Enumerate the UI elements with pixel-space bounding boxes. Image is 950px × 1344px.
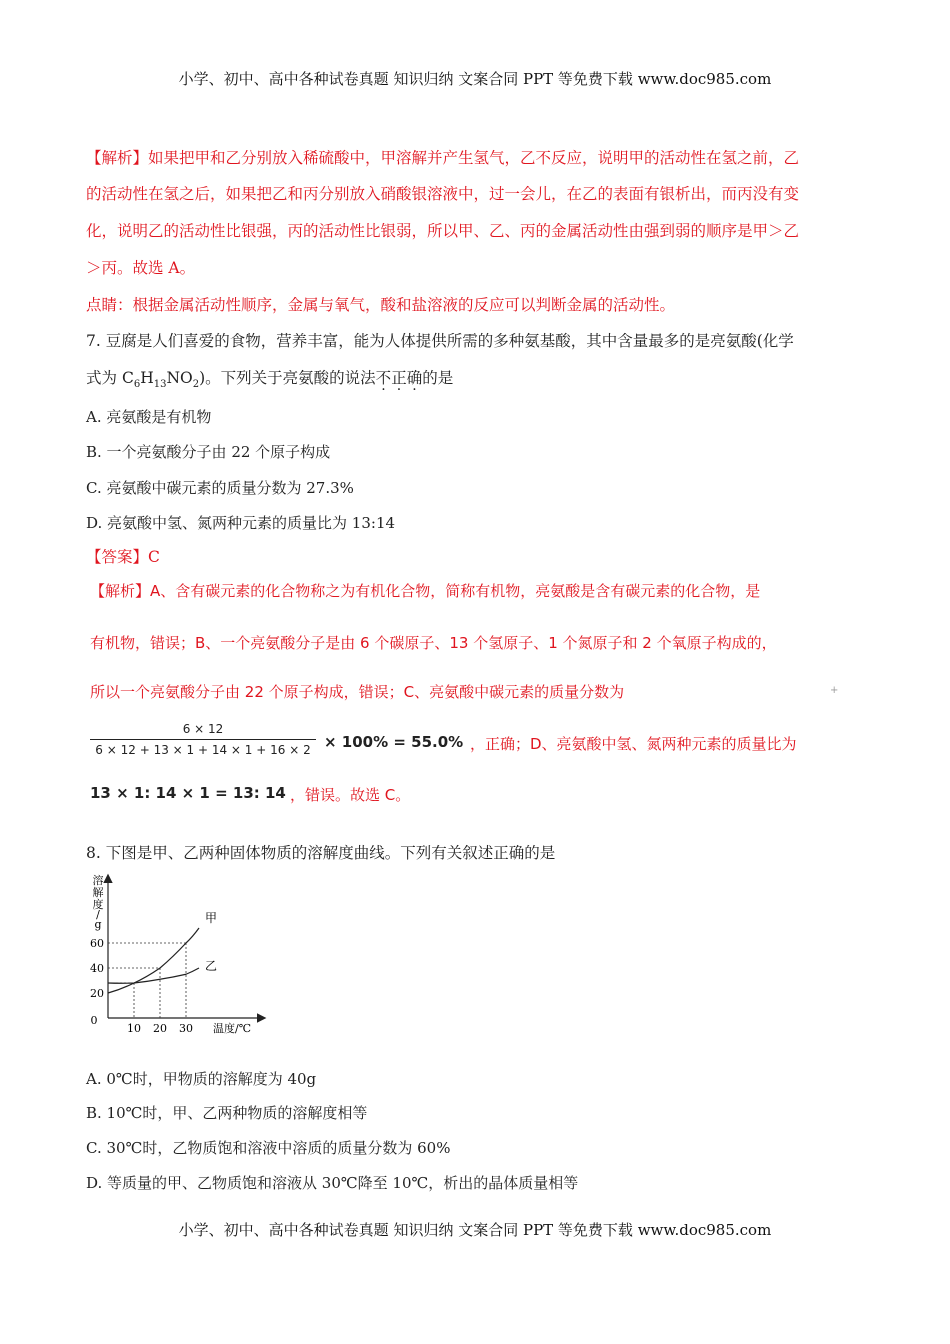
q7-option-a: A. 亮氨酸是有机物	[86, 408, 212, 426]
series-line-2	[108, 968, 199, 983]
q7-stem-mid: )。下列关于亮氨酸的说法	[199, 369, 376, 387]
q8-option-d: D. 等质量的甲、乙物质饱和溶液从 30℃降至 10℃，析出的晶体质量相等	[86, 1174, 579, 1192]
q6-analysis-line-4: ＞丙。故选 A。	[86, 259, 196, 277]
formula: $C_6H_{13}NO_2$	[121, 369, 200, 391]
q7-analysis-line-1: 【解析】A、含有碳元素的化合物称之为有机化合物，简称有机物，亮氨酸是含有碳元素的化合物，是	[90, 582, 761, 600]
page-header: 小学、初中、高中各种试卷真题 知识归纳 文案合同 PPT 等免费下载 www.doc985.com	[178, 70, 772, 88]
q7-analysis-line-3: 所以一个亮氨酸分子由 22 个原子构成，错误；C、亮氨酸中碳元素的质量分数为	[90, 683, 625, 701]
y-axis-label-char: 度	[92, 898, 104, 911]
x-axis-label: 温度/℃	[212, 1022, 252, 1034]
q8-option-b: B. 10℃时，甲、乙两种物质的溶解度相等	[86, 1104, 368, 1122]
series-label-1: 甲	[205, 911, 218, 925]
x-tick-label: 10	[127, 1022, 141, 1034]
y-tick-label: 40	[90, 962, 104, 975]
emphasis-char: 正	[391, 369, 407, 387]
q7-option-d: D. 亮氨酸中氢、氮两种元素的质量比为 13:14	[86, 514, 396, 532]
x-tick-label: 20	[153, 1022, 167, 1034]
q8-stem: 8. 下图是甲、乙两种固体物质的溶解度曲线。下列有关叙述正确的是	[86, 844, 556, 862]
q7-option-b: B. 一个亮氨酸分子由 22 个原子构成	[86, 443, 331, 461]
q7-analysis-line-2: 有机物，错误；B、一个亮氨酸分子是由 6 个碳原子、13 个氢原子、1 个氮原子和 2 个氧原子构成的，	[90, 634, 777, 652]
q7-answer: 【答案】C	[86, 548, 160, 566]
y-axis-label-char: /	[96, 908, 100, 921]
q6-analysis-line-1: 【解析】如果把甲和乙分别放入稀硫酸中，甲溶解并产生氢气，乙不反应，说明甲的活动性在氢之前，乙	[86, 149, 800, 167]
x-tick-label: 30	[179, 1022, 193, 1034]
series-label-2: 乙	[205, 959, 218, 973]
origin-label: 0	[90, 1014, 98, 1027]
q7-stem-line-1: 7. 豆腐是人们喜爱的食物，营养丰富，能为人体提供所需的多种氨基酸，其中含量最多的是亮氨酸(化学	[86, 332, 794, 350]
y-axis-label-char: 解	[92, 886, 104, 899]
fraction-denominator: 6 × 12 + 13 × 1 + 14 × 1 + 16 × 2	[95, 743, 311, 757]
y-axis-label-char: g	[94, 918, 102, 931]
solubility-chart	[86, 870, 276, 1034]
q7-analysis-after-fraction: ，正确；D、亮氨酸中氢、氮两种元素的质量比为	[470, 735, 797, 753]
fraction-bar	[90, 739, 316, 740]
q6-analysis-line-3: 化，说明乙的活动性比银强，丙的活动性比银弱，所以甲、乙、丙的金属活动性由强到弱的顺序是甲＞乙	[86, 222, 800, 240]
fraction-numerator: 6 × 12	[182, 722, 224, 736]
page-footer: 小学、初中、高中各种试卷真题 知识归纳 文案合同 PPT 等免费下载 www.doc985.com	[178, 1221, 772, 1239]
fraction-result: × 100% = 55.0%	[324, 733, 464, 751]
q7-stem-suffix: 的是	[422, 369, 454, 387]
y-tick-label: 20	[90, 987, 104, 1000]
y-tick-label: 60	[90, 937, 104, 950]
ratio-math: 13 × 1: 14 × 1 = 13: 14	[90, 784, 286, 802]
q8-option-a: A. 0℃时，甲物质的溶解度为 40g	[86, 1070, 317, 1088]
y-axis-label-char: 溶	[92, 874, 104, 887]
emphasis-char: 确	[406, 369, 423, 387]
q7-analysis-last: ，错误。故选 C。	[290, 786, 411, 804]
q7-option-c: C. 亮氨酸中碳元素的质量分数为 27.3%	[86, 479, 354, 497]
emphasis-char: 不	[375, 369, 392, 387]
q6-analysis-line-2: 的活动性在氢之后，如果把乙和丙分别放入硝酸银溶液中，过一会儿，在乙的表面有银析出，而丙没有变	[86, 185, 800, 203]
q8-option-c: C. 30℃时，乙物质饱和溶液中溶质的质量分数为 60%	[86, 1139, 451, 1157]
small-mark: +	[830, 685, 839, 696]
q7-stem-prefix: 式为	[86, 369, 122, 387]
q7-stem-line-2	[86, 368, 453, 395]
q6-tip: 点睛：根据金属活动性顺序，金属与氧气，酸和盐溶液的反应可以判断金属的活动性。	[86, 296, 676, 314]
